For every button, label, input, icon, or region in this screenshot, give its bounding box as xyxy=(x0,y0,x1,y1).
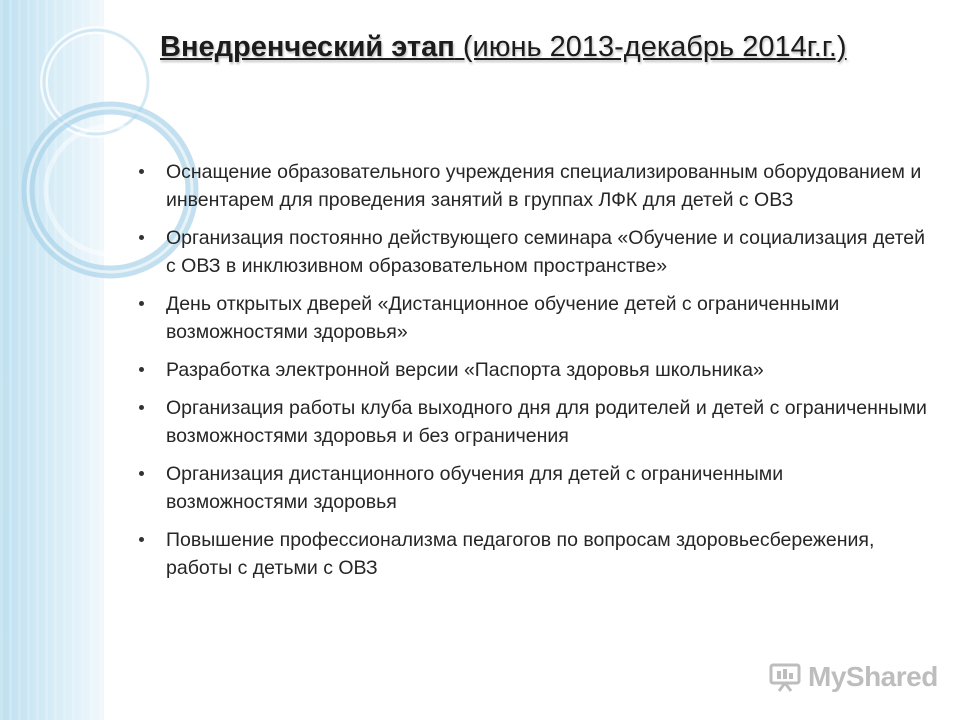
bullet-dot-icon xyxy=(139,301,144,306)
bullet-text: Организация дистанционного обучения для детей с ограниченными возможностями здоровья xyxy=(166,463,784,513)
bullet-text: Организация постоянно действующего семинара «Обучение и социализация детей с ОВЗ в инклюзивном образовательном пространстве» xyxy=(166,227,926,277)
bullet-item xyxy=(130,526,930,582)
bullet-text: Оснащение образовательного учреждения специализированным оборудованием и инвентарем для проведения занятий в группах ЛФК для детей с ОВЗ xyxy=(166,161,922,211)
bullet-item xyxy=(130,394,930,450)
bullet-item xyxy=(130,158,930,214)
bullet-dot-icon xyxy=(139,367,144,372)
bullet-text: День открытых дверей «Дистанционное обучение детей с ограниченными возможностями здоровья» xyxy=(166,293,840,343)
bullet-dot-icon xyxy=(139,471,144,476)
bullet-item xyxy=(130,356,930,384)
title-date-range: (июнь 2013-декабрь 2014г.г.) xyxy=(454,31,847,63)
myshared-watermark xyxy=(768,660,938,694)
slide-title xyxy=(160,28,880,66)
presentation-board-icon xyxy=(768,662,802,692)
bullet-dot-icon xyxy=(139,235,144,240)
bullet-dot-icon xyxy=(139,405,144,410)
bullet-item xyxy=(130,290,930,346)
bullet-item xyxy=(130,224,930,280)
bullet-dot-icon xyxy=(139,537,144,542)
watermark-text: MyShared xyxy=(808,661,938,692)
bullet-list xyxy=(130,158,930,592)
bullet-dot-icon xyxy=(139,169,144,174)
bullet-text: Разработка электронной версии «Паспорта здоровья школьника» xyxy=(166,359,764,381)
bullet-text: Организация работы клуба выходного дня для родителей и детей с ограниченными возможностями здоровья и без ограничения xyxy=(166,397,927,447)
bullet-text: Повышение профессионализма педагогов по вопросам здоровьесбережения, работы с детьми с ОВЗ xyxy=(166,529,875,579)
title-bold-part: Внедренческий этап xyxy=(160,31,455,63)
bullet-item xyxy=(130,460,930,516)
